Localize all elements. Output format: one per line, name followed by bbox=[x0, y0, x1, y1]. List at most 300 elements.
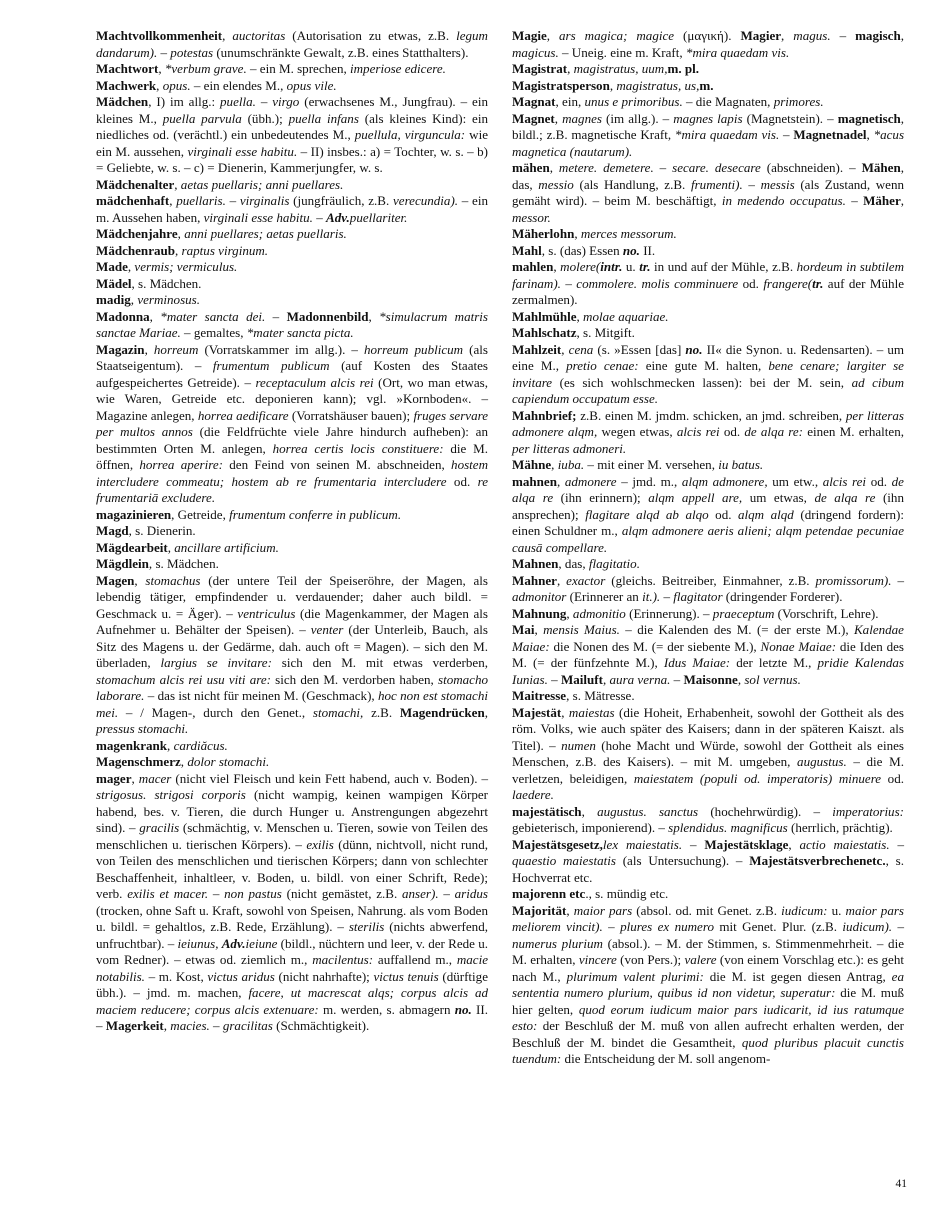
dictionary-entry bbox=[96, 177, 488, 194]
entry-text: – bbox=[682, 836, 705, 852]
entry-bold: Mailuft bbox=[560, 671, 603, 687]
latin-translation: victus tenuis bbox=[373, 968, 439, 984]
entry-text: – jmd. m., bbox=[616, 473, 682, 489]
headword: Magistrat bbox=[512, 61, 568, 76]
entry-text: – bbox=[779, 127, 794, 142]
entry-text: (nicht wampig, keinen wampigen Körper habend, bes. v. Tieren, die durch Hunger u. Anstrengungen abgezehrt sind). – bbox=[96, 787, 488, 835]
dictionary-entry bbox=[96, 754, 488, 771]
entry-text: ., s. mündig etc. bbox=[585, 886, 669, 901]
latin-translation: vermis; vermiculus. bbox=[134, 259, 238, 274]
entry-text: – mit einer M. versehen, bbox=[584, 457, 719, 472]
entry-text: , bbox=[484, 704, 488, 720]
entry-text: (gleichs. Beitreiber, Einmahner, z.B. bbox=[605, 572, 816, 588]
entry-text: , bbox=[546, 28, 560, 43]
dictionary-entry bbox=[96, 276, 488, 293]
headword: Magnet bbox=[512, 110, 555, 126]
entry-text: – gemaltes, bbox=[180, 325, 247, 340]
entry-text: , bbox=[167, 737, 174, 753]
dictionary-entry bbox=[96, 78, 488, 95]
entry-text: (hohe Macht und Würde, sowohl der Gottheit als eines Menschen, z.B. des Kaisers). – mit M. umgeben, bbox=[512, 737, 904, 769]
latin-translation: de alqa re bbox=[512, 473, 904, 505]
entry-text: , ein, bbox=[555, 94, 585, 109]
entry-text: – Uneig. eine m. Kraft, bbox=[558, 44, 686, 60]
entry-text: , I) im allg.: bbox=[148, 94, 221, 109]
latin-translation: ad cibum capiendum occupatum esse. bbox=[512, 374, 905, 406]
left-column bbox=[96, 28, 488, 1035]
dictionary-entry bbox=[96, 28, 488, 61]
entry-text: , bbox=[567, 61, 574, 76]
entry-text: – das ist nicht für meinen M. (Geschmack), bbox=[144, 688, 378, 703]
entry-text: , bbox=[553, 259, 561, 274]
entry-text: mit Genet. Plur. (z.B. bbox=[713, 919, 843, 934]
latin-translation: magnes bbox=[562, 110, 602, 126]
latin-translation: opus vile. bbox=[286, 77, 337, 93]
entry-bold: Majestätsverbrechenetc. bbox=[749, 853, 886, 868]
headword: Mägdearbeit bbox=[96, 539, 168, 555]
latin-translation: sterilis bbox=[348, 919, 385, 934]
latin-translation: puella parvula bbox=[162, 110, 242, 126]
headword: Mahlschatz bbox=[512, 325, 577, 340]
latin-translation: hostem intercludere commeatu; hostem ab re frumentaria intercludere bbox=[96, 457, 489, 489]
latin-translation: hordeum in subtilem farinam). – commolere. molis comminuere bbox=[512, 259, 904, 291]
latin-translation: magistratus, us, bbox=[616, 77, 700, 93]
latin-translation: it.). – flagitator bbox=[642, 589, 723, 604]
entry-text: die Nonen des M. (= der siebente M.), bbox=[549, 638, 761, 654]
headword: Magnat bbox=[512, 94, 556, 109]
dictionary-entry bbox=[96, 556, 488, 573]
entry-text: u. bbox=[622, 259, 640, 274]
entry-text: , s. Mädchen. bbox=[131, 275, 202, 291]
entry-text: , bbox=[576, 308, 584, 324]
entry-text: , bbox=[561, 704, 569, 720]
entry-text: (als Handlung, z.B. bbox=[573, 176, 691, 192]
latin-translation: stomacho laborare. bbox=[96, 671, 489, 703]
dictionary-entry bbox=[96, 342, 488, 507]
dictionary-entry bbox=[512, 474, 904, 557]
headword: Mahlmühle bbox=[512, 308, 577, 324]
entry-text: um etwas, bbox=[742, 490, 815, 505]
entry-text: , bbox=[180, 754, 188, 769]
latin-translation: imperiose edicere. bbox=[350, 61, 446, 76]
entry-text: (dringend fordern): einen Schuldner m., bbox=[512, 506, 904, 538]
latin-translation: puellula, virguncula: bbox=[354, 127, 466, 142]
dictionary-entry bbox=[96, 61, 488, 78]
entry-text: , bbox=[169, 193, 177, 208]
latin-translation: augustus. sanctus bbox=[597, 803, 699, 819]
latin-translation: verminosus. bbox=[137, 292, 201, 307]
latin-translation: alqm admonere aeris alieni; alqm petendae pecuniae causā compellare. bbox=[512, 523, 904, 555]
entry-text: (bildl., nüchtern und leer, v. der Rede u. vom Redner). – etwas od. ziemlich m., bbox=[96, 935, 488, 967]
latin-translation: opus. bbox=[162, 77, 191, 93]
entry-text: , bbox=[549, 160, 559, 175]
dictionary-entry bbox=[512, 622, 904, 688]
latin-translation: *acus magnetica (nautarum). bbox=[512, 127, 905, 159]
headword: majestätisch bbox=[512, 803, 582, 819]
dictionary-entry bbox=[512, 457, 904, 474]
headword: Mäherlohn bbox=[512, 226, 575, 241]
latin-translation: maior pars bbox=[573, 902, 633, 918]
entry-text: (nicht viel Fleisch und kein Fett habend, auch v. Boden). – bbox=[171, 770, 488, 786]
headword: Magistratsperson bbox=[512, 77, 610, 93]
latin-translation: pridie Kalendas Iunias. bbox=[512, 655, 905, 687]
dictionary-entry bbox=[96, 573, 488, 738]
entry-text: (ihn ansprechen); bbox=[512, 490, 904, 522]
latin-translation: iuba. bbox=[557, 457, 585, 472]
entry-text: od. bbox=[446, 473, 478, 489]
dictionary-entry bbox=[96, 94, 488, 177]
entry-text: od. bbox=[719, 424, 745, 439]
entry-bold: Madonnenbild bbox=[286, 308, 369, 324]
latin-translation: maiestas bbox=[568, 704, 615, 720]
latin-translation: puella. – virgo bbox=[220, 94, 300, 109]
entry-text: (auf Kosten des Staates aufgespeichertes Getreide). – bbox=[96, 358, 488, 390]
latin-translation: splendidus. magnificus bbox=[668, 820, 788, 835]
entry-text: , bbox=[156, 77, 163, 93]
entry-text: – / Magen-, durch den Genet., bbox=[118, 704, 313, 720]
dictionary-entry bbox=[96, 738, 488, 755]
latin-translation: metere. demetere. – secare. desecare bbox=[558, 160, 761, 175]
entry-text: die M. muß hier gelten, bbox=[512, 985, 904, 1017]
entry-text: – ein M. sprechen, bbox=[246, 61, 350, 76]
entry-text: (μαγική). bbox=[674, 28, 741, 43]
latin-translation: alqm appell are, bbox=[648, 490, 743, 505]
entry-text: , bbox=[149, 308, 161, 324]
latin-translation: molere( bbox=[560, 259, 601, 274]
entry-text: , Getreide, bbox=[171, 506, 230, 522]
entry-text: , bbox=[556, 473, 565, 489]
entry-text: (s. »Essen [das] bbox=[593, 341, 686, 357]
entry-text: (die Feldfrüchte viele Jahre hindurch aufheben): an bestimmten Orten M. anlegen, bbox=[96, 424, 488, 456]
latin-translation: messio bbox=[538, 176, 574, 192]
entry-text: , bbox=[566, 902, 574, 918]
page-number: 41 bbox=[895, 1178, 907, 1190]
latin-translation: puellariter. bbox=[349, 209, 408, 225]
entry-abbreviation: no. bbox=[685, 341, 703, 357]
latin-translation: macies. – gracilitas bbox=[170, 1018, 273, 1033]
entry-bold: magisch bbox=[855, 28, 901, 43]
entry-text: sich den M. verdorben haben, bbox=[270, 671, 438, 687]
latin-translation: pressus stomachi. bbox=[96, 721, 189, 736]
headword: magenkrank bbox=[96, 737, 168, 753]
latin-translation: ieiune bbox=[245, 935, 278, 951]
latin-translation: venter bbox=[310, 622, 344, 637]
latin-translation: admonere bbox=[564, 473, 617, 489]
headword: magazinieren bbox=[96, 506, 172, 522]
latin-translation: in medendo occupatus. bbox=[721, 193, 846, 208]
entry-text: auf der Mühle zermalmen). bbox=[512, 275, 904, 307]
latin-translation: bene cenare; largiter se invitare bbox=[512, 358, 904, 390]
dictionary-entry bbox=[96, 259, 488, 276]
headword: Magie bbox=[512, 28, 547, 43]
entry-bold: Majestätsklage bbox=[704, 836, 789, 852]
latin-translation: primores. bbox=[773, 94, 824, 109]
latin-translation: *verbum grave. bbox=[164, 61, 247, 76]
latin-translation: iudicum: bbox=[781, 902, 828, 918]
dictionary-entry bbox=[512, 903, 904, 1068]
entry-text: – bbox=[670, 671, 684, 687]
entry-text: (Schmächtigkeit). bbox=[272, 1018, 370, 1033]
headword: mager bbox=[96, 770, 132, 786]
latin-translation: frumentum publicum bbox=[212, 358, 330, 373]
latin-translation: *mater sancta picta. bbox=[246, 325, 354, 340]
entry-text: , bbox=[222, 28, 233, 43]
latin-translation: puellaris. – virginalis bbox=[176, 193, 290, 208]
dictionary-entry bbox=[512, 688, 904, 705]
entry-text: , bbox=[581, 803, 598, 819]
entry-text: , bbox=[131, 770, 139, 786]
latin-translation: admonitio bbox=[572, 605, 626, 621]
latin-translation: Idus Maiae: bbox=[663, 655, 731, 670]
latin-translation: sol vernus. bbox=[744, 671, 801, 687]
dictionary-entry bbox=[96, 540, 488, 557]
latin-translation: strigosus. strigosi corporis bbox=[96, 787, 246, 802]
entry-text: II« die Synon. u. Redensarten). – um eine M., bbox=[512, 341, 904, 373]
latin-translation: de alqa re: bbox=[744, 424, 804, 439]
entry-text: – bbox=[265, 308, 287, 324]
headword: Machtvollkommenheit bbox=[96, 28, 223, 43]
entry-bold: Mähen bbox=[861, 160, 901, 175]
entry-text: einen M. erhalten, bbox=[803, 424, 904, 439]
entry-text: u. bbox=[827, 902, 846, 918]
entry-text: , s. Mätresse. bbox=[566, 688, 635, 703]
dictionary-entry bbox=[96, 292, 488, 309]
headword: mahnen bbox=[512, 473, 557, 489]
entry-text: (als Untersuchung). – bbox=[615, 853, 750, 868]
latin-translation: numen bbox=[561, 737, 596, 753]
entry-abbreviation: Adv. bbox=[221, 935, 246, 951]
entry-text: z.B. einen M. jmdm. schicken, an jmd. schreiben, bbox=[576, 407, 846, 423]
latin-translation: merces messorum. bbox=[580, 226, 677, 241]
entry-text: , bbox=[900, 193, 905, 208]
latin-translation: maiestatem (populi od. imperatoris) minuere bbox=[633, 770, 882, 786]
headword: Magazin bbox=[96, 341, 145, 357]
latin-translation: hoc non est stomachi mei. bbox=[96, 688, 488, 720]
entry-text: (es sich wohlschmecken lassen): bei der M. sein, bbox=[552, 374, 852, 390]
entry-text: (von Pers.); bbox=[616, 952, 685, 967]
entry-text: der Beschluß der M. muß von allen aufrecht erhalten werden, der Beschluß der M. bindet die Gesamtheit, bbox=[512, 1018, 904, 1050]
latin-translation: quod pluribus placuit cunctis tuendum: bbox=[512, 1034, 904, 1066]
entry-text: , s. Mitgift. bbox=[576, 325, 635, 340]
entry-text: – die Kalenden des M. (= der erste M.), bbox=[619, 622, 854, 637]
dictionary-entry bbox=[512, 160, 904, 226]
headword: Mädel bbox=[96, 275, 132, 291]
dictionary-entry bbox=[512, 226, 904, 243]
entry-text: , bbox=[737, 671, 745, 687]
latin-translation: auctoritas bbox=[232, 28, 286, 43]
latin-translation: aetas puellaris; anni puellares. bbox=[180, 176, 344, 192]
latin-translation: exilis et macer. – non pastus bbox=[127, 886, 282, 901]
entry-text: (die Hoheit, Erhabenheit, sowohl der Gottheit als des röm. Volks, wie auch später des Kaisers; dann in der späteren Kaiszt. als Titel). – bbox=[512, 704, 904, 753]
latin-translation: maior pars meliorem vincit). – plures ex numero bbox=[512, 902, 904, 934]
entry-text: gebieterisch, imponierend). – bbox=[512, 820, 669, 835]
entry-text: (dringender Forderer). bbox=[722, 589, 843, 604]
entry-bold: Magendrücken bbox=[399, 704, 485, 720]
dictionary-entry bbox=[512, 325, 904, 342]
entry-text: (trocken, ohne Saft u. Kraft, sowohl von Speisen, Nahrung. als vom Boden u. bildl. = gehaltlos, z.B. Rede, Erzählung). – bbox=[96, 902, 488, 934]
entry-text: , bbox=[566, 605, 573, 621]
entry-text: , das, bbox=[558, 556, 589, 571]
entry-text: (nicht gemästet, z.B. bbox=[281, 886, 402, 901]
entry-text: (nicht nahrhafte); bbox=[274, 968, 374, 984]
headword: Mädchenjahre bbox=[96, 226, 178, 241]
entry-text: , das, bbox=[512, 160, 904, 192]
entry-text: , bbox=[551, 457, 558, 472]
latin-translation: ancillare artificium. bbox=[174, 539, 279, 555]
latin-translation: ea sententia numero plurium, quibus id non videtur, superatur: bbox=[512, 968, 904, 1000]
latin-translation: flagitare alqd ab alqo bbox=[585, 506, 709, 522]
entry-text: (Erinnerer an bbox=[566, 589, 643, 604]
entry-text: (dürftige übh.). – jmd. m. machen, bbox=[96, 968, 488, 1000]
latin-translation: *mater sancta dei. bbox=[160, 308, 266, 324]
latin-translation: Kalendae Maiae: bbox=[512, 622, 904, 654]
entry-text: – bbox=[845, 193, 864, 208]
dictionary-entry bbox=[96, 523, 488, 540]
entry-text: m. werden, s. abmagern bbox=[318, 1001, 455, 1017]
entry-text: od. bbox=[881, 770, 904, 786]
latin-translation: pretio cenae: bbox=[566, 358, 639, 373]
entry-text: (Ort, wo man etwas, wie Waren, Getreide etc. deponieren kann); vgl. »Kornboden«. – Magazine anlegen, bbox=[96, 374, 488, 423]
latin-translation: magistratus, uum, bbox=[573, 61, 668, 76]
entry-text: (übh.); bbox=[241, 110, 289, 126]
entry-text: die M. ist gegen diesen Antrag, bbox=[703, 968, 892, 984]
entry-text: , bbox=[561, 341, 569, 357]
dictionary-entry bbox=[512, 837, 904, 887]
headword: Mahner bbox=[512, 572, 557, 588]
entry-text: od. bbox=[738, 275, 764, 291]
dictionary-entry bbox=[512, 342, 904, 408]
latin-translation: alcis rei bbox=[822, 473, 867, 489]
latin-translation: unus e primoribus. bbox=[584, 94, 683, 109]
entry-text: (im allg.). – bbox=[601, 110, 674, 126]
latin-translation: raptus virginum. bbox=[181, 242, 269, 258]
entry-text: die Iden des M. (= der fünfzehnte M.), bbox=[512, 638, 904, 670]
dictionary-entry bbox=[512, 111, 904, 161]
entry-text: (der untere Teil der Speiseröhre, der Magen, als lebendig tätiger, empfindender u. verdauender; daher auch bildl. = Geschmack u. = Äger). – bbox=[96, 572, 488, 621]
headword: Machwerk bbox=[96, 77, 157, 93]
entry-text: (dünn, nichtvoll, nicht rund, von Teilen des menschlichen und tierischen Körpers; dann von schlechter Beschaffenheit, inhaltleer, v. Boden, u. bildl. von einer Schrift, Rede); verb. bbox=[96, 836, 488, 901]
entry-text: (abschneiden). – bbox=[760, 160, 862, 175]
entry-text: , bbox=[556, 572, 567, 588]
dictionary-entry bbox=[96, 309, 488, 342]
latin-translation: virginali esse habitu. bbox=[187, 143, 298, 159]
latin-translation: valere bbox=[684, 952, 717, 967]
latin-translation: praeceptum bbox=[712, 605, 775, 621]
dictionary-entry bbox=[96, 771, 488, 1035]
latin-translation: frangere( bbox=[763, 275, 813, 291]
latin-translation: re frumentariā excludere. bbox=[96, 473, 488, 505]
entry-text: (Vorratskammer im allg.). – bbox=[198, 341, 364, 357]
latin-translation: magicus. bbox=[512, 44, 559, 60]
entry-bold: Magier bbox=[740, 28, 782, 43]
entry-text: , bbox=[167, 539, 175, 555]
latin-translation: iu batus. bbox=[718, 457, 764, 472]
latin-translation: stomachum alcis rei usu viti are: bbox=[96, 671, 271, 687]
latin-translation: frumentum conferre in publicum. bbox=[229, 506, 402, 522]
entry-text: (als kleines Kind): ein niedliches od. (verächtl.) ein unbedeutendes M., bbox=[96, 110, 488, 142]
entry-text: um etw., bbox=[767, 473, 823, 489]
dictionary-entry bbox=[512, 94, 904, 111]
latin-translation: fruges servare per multos annos bbox=[96, 407, 488, 439]
entry-text: (Vorschrift, Lehre). bbox=[774, 605, 879, 621]
dictionary-entry bbox=[512, 408, 904, 458]
latin-translation: vincere bbox=[578, 952, 617, 967]
latin-translation: stomachi, bbox=[312, 704, 364, 720]
latin-translation: imperatorius: bbox=[832, 803, 905, 819]
entry-text: (absol.). – M. der Stimmen, s. Stimmenmehrheit. – die M. erhalten, bbox=[512, 935, 904, 967]
entry-bold: Mäher bbox=[863, 193, 901, 208]
latin-translation: actio maiestatis. – quaestio maiestatis bbox=[512, 836, 904, 868]
headword: Made bbox=[96, 259, 128, 274]
dictionary-entry bbox=[96, 226, 488, 243]
dictionary-entry bbox=[512, 61, 904, 78]
dictionary-entry bbox=[96, 507, 488, 524]
entry-text: , bbox=[609, 77, 617, 93]
headword: Majestät bbox=[512, 704, 562, 720]
headword: Mai bbox=[512, 622, 535, 637]
entry-text: (als Staatseigentum). – bbox=[96, 341, 489, 373]
latin-translation: de alqa re bbox=[814, 490, 876, 505]
dictionary-entry bbox=[512, 606, 904, 623]
entry-text: den Feind von seinen M. abschneiden, bbox=[222, 457, 452, 472]
latin-translation: macilentus: bbox=[312, 952, 374, 967]
entry-bold: magnetisch bbox=[837, 110, 901, 126]
dictionary-entry bbox=[512, 556, 904, 573]
entry-text: ein m. Aussehen haben, bbox=[96, 193, 488, 225]
entry-text: , bbox=[175, 242, 182, 258]
latin-translation: alqm admonere, bbox=[681, 473, 768, 489]
latin-translation: cardiăcus. bbox=[173, 737, 228, 753]
entry-text: die Entscheidung der M. soll angenom- bbox=[561, 1051, 771, 1066]
entry-text: (von einem Vorschlag etc.): es geht nach M., bbox=[512, 952, 904, 984]
entry-text: – ein elendes M., bbox=[190, 77, 287, 93]
entry-abbreviation: intr. bbox=[600, 259, 623, 274]
entry-text: , s. Dienerin. bbox=[128, 523, 196, 538]
latin-translation: mensis Maius. bbox=[543, 622, 620, 637]
latin-translation: plurimum valent plurimi: bbox=[566, 968, 704, 984]
entry-text: , bbox=[134, 572, 146, 588]
headword: Magd bbox=[96, 523, 129, 538]
entry-text: , bbox=[788, 836, 800, 852]
entry-text: , bbox=[127, 259, 135, 274]
entry-bold: m. pl. bbox=[667, 61, 700, 76]
headword: Maitresse bbox=[512, 688, 567, 703]
latin-translation: legum dandarum). – potestas bbox=[96, 28, 488, 60]
latin-translation: ars magica; magice bbox=[559, 28, 675, 43]
latin-translation: Nonae Maiae: bbox=[760, 638, 837, 654]
entry-text: (hochehrwürdig). – bbox=[698, 803, 833, 819]
entry-text: (schmächtig, v. Menschen u. Tieren, sowie von Teilen des menschlichen u. tierischen Körpers). – bbox=[96, 820, 488, 852]
latin-translation: flagitatio. bbox=[588, 556, 640, 571]
entry-text: , bbox=[900, 28, 904, 43]
latin-translation: macer bbox=[138, 770, 172, 786]
entry-text: in und auf der Mühle, z.B. bbox=[650, 259, 797, 274]
entry-text: II. bbox=[639, 242, 656, 258]
latin-translation: alcis rei bbox=[676, 424, 720, 439]
entry-text: – bbox=[312, 209, 326, 225]
headword: Majestätsgesetz, bbox=[512, 836, 603, 852]
latin-translation: magnes lapis bbox=[673, 110, 743, 126]
entry-text: eine gute M. halten, bbox=[638, 358, 769, 373]
entry-text: die M. öffnen, bbox=[96, 440, 488, 472]
latin-translation: messor. bbox=[512, 209, 551, 225]
headword: Madonna bbox=[96, 308, 150, 324]
entry-abbreviation: no. bbox=[454, 1001, 472, 1017]
latin-translation: augustus. bbox=[797, 754, 847, 769]
latin-translation: verecundia). – bbox=[392, 193, 469, 208]
headword: Mägdlein bbox=[96, 556, 149, 571]
latin-translation: quod eorum iudicum maior pars iudicarit, id ius ratumque esto: bbox=[512, 1001, 904, 1033]
headword: Mädchenalter bbox=[96, 176, 175, 192]
